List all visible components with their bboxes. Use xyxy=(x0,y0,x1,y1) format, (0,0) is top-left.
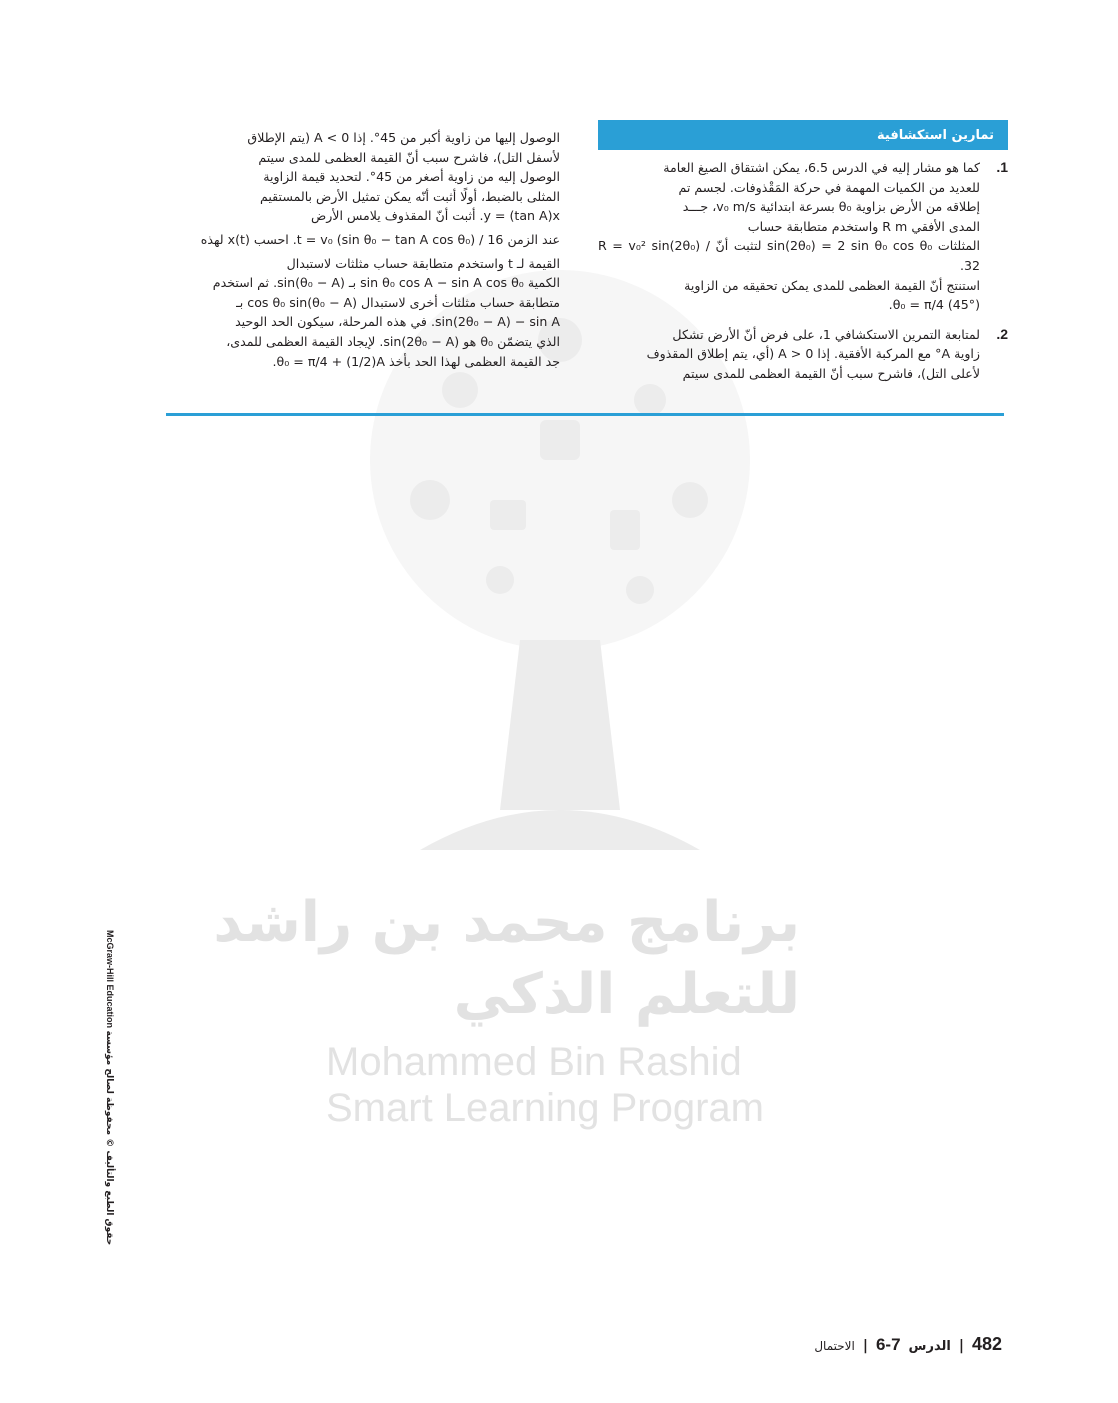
exercise-1 xyxy=(598,158,1008,315)
continuation-line: الوصول إليه من زاوية أصغر من 45°. لتحديد قيمة الزاوية xyxy=(263,169,560,185)
section-header: تمارين استكشافية xyxy=(598,120,1008,150)
exercise-line: كما هو مشار إليه في الدرس 6.5، يمكن اشتقاق الصيغ العامة xyxy=(663,160,980,175)
watermark-english-line2: Smart Learning Program xyxy=(326,1086,764,1130)
page-number: 482 xyxy=(971,1334,1002,1354)
exercise-line: المدى الأفقي R m واستخدم متطابقة حساب xyxy=(747,218,980,234)
copyright-side-note xyxy=(104,930,115,1251)
exercise-line: لأعلى التل)، فاشرح سبب أنّ القيمة العظمى للمدى سيتم xyxy=(682,365,980,381)
continuation-line: الوصول إليها من زاوية أكبر من 45°. إذا A < 0 (يتم الإطلاق xyxy=(247,130,560,145)
continuation-line: جد القيمة العظمى لهذا الحد بأخذ θ₀ = π/4 + (1/2)A. xyxy=(272,353,560,369)
exercise-line: للعديد من الكميات المهمة في حركة المَقْذوفات. لجسم تم xyxy=(678,179,980,195)
section-divider xyxy=(166,413,1004,416)
continuation-line: الكمية sin θ₀ cos A − sin A cos θ₀ بـ sin(θ₀ − A). ثم استخدم xyxy=(212,275,560,291)
rights-text: حقوق الطبع والتأليف © محفوظة لصالح مؤسسة xyxy=(104,1030,114,1246)
continuation-line: لأسفل التل)، فاشرح سبب أنّ القيمة العظمى للمدى سيتم xyxy=(258,149,560,165)
watermark-english-line1: Mohammed Bin Rashid xyxy=(326,1040,742,1084)
continuation-line: الذي يتضمّن θ₀ هو sin(2θ₀ − A). لإيجاد القيمة العظمى للمدى، xyxy=(226,333,560,349)
continuation-line: عند الزمن t = v₀ (sin θ₀ − tan A cos θ₀) / 16. احسب x(t) لهذه xyxy=(200,231,560,247)
exercise-number: 2. xyxy=(996,325,1008,342)
continuation-line: متطابقة حساب مثلثات أخرى لاستبدال cos θ₀ sin(θ₀ − A) بـ xyxy=(236,294,560,310)
exercise-number: 1. xyxy=(996,159,1008,175)
continuation-line: القيمة لـ t واستخدم متطابقة حساب مثلثات لاستبدال xyxy=(286,255,560,271)
exercise-line: إطلاقه من الأرض بزاوية θ₀ بسرعة ابتدائية v₀ m/s، جـــد xyxy=(682,199,980,215)
footer-separator: | xyxy=(862,1338,868,1354)
continuation-line: sin(2θ₀ − A) − sin A. في هذه المرحلة، سيكون الحد الوحيد xyxy=(235,314,560,330)
exercise-line: المثلثات sin(2θ₀) = 2 sin θ₀ cos θ₀ لتثبت أنّ R = v₀² sin(2θ₀) / 32. xyxy=(598,238,980,273)
chapter-title: الاحتمال xyxy=(814,1339,855,1353)
exercise-line: θ₀ = π/4 (45°). xyxy=(888,297,980,313)
watermark-arabic-line2: للتعلم الذكي xyxy=(453,962,800,1027)
publisher-name: McGraw-Hill Education xyxy=(105,930,115,1029)
exercise-2 xyxy=(598,325,1008,384)
footer-separator: | xyxy=(958,1338,964,1354)
exercise-line: زاوية A° مع المركبة الأفقية. إذا A > 0 (أي، يتم إطلاق المقذوف xyxy=(646,346,980,362)
lesson-number: 6-7 xyxy=(875,1335,901,1354)
page-footer xyxy=(814,1334,1002,1355)
continuation-line: المثلى بالضبط، أولًا أثبت أنّه يمكن تمثيل الأرض بالمستقيم xyxy=(259,188,560,204)
exercise-line: لمتابعة التمرين الاستكشافي 1، على فرض أنّ الأرض تشكل xyxy=(672,326,980,342)
left-column xyxy=(166,128,560,371)
watermark-arabic-line1: برنامج محمد بن راشد xyxy=(213,890,800,955)
exercise-line: استنتج أنّ القيمة العظمى للمدى يمكن تحقيقه من الزاوية xyxy=(684,277,980,293)
continuation-line: y = (tan A)x. أثبت أنّ المقذوف يلامس الأرض xyxy=(310,208,560,224)
lesson-label: الدرس xyxy=(908,1339,951,1354)
right-column xyxy=(598,120,1008,384)
